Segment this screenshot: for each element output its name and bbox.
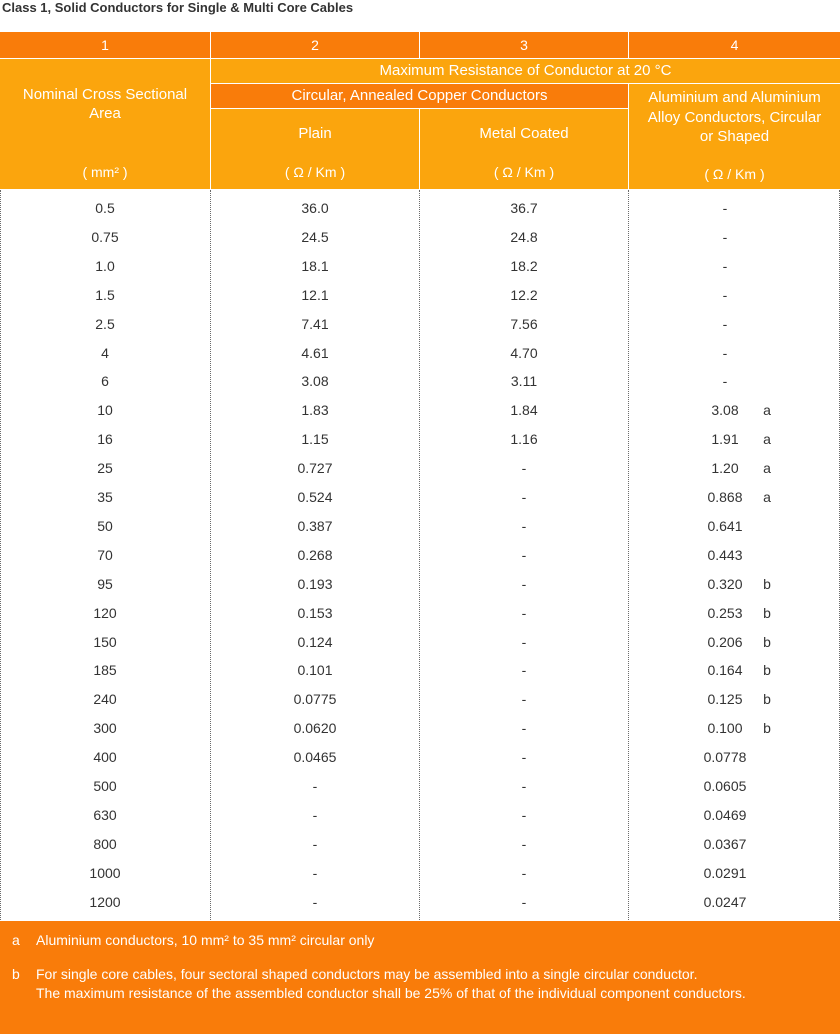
cell-plain: 1.15 [301,431,329,448]
table-row [0,229,840,258]
table-row [0,373,840,402]
header-max-resistance: Maximum Resistance of Conductor at 20 °C [211,59,840,83]
footnote-b-key: b [12,966,20,982]
cell-metal-coated: 3.11 [510,373,538,390]
cell-plain: 0.268 [297,546,333,563]
cell-plain: 4.61 [301,344,329,361]
table-row [0,547,840,576]
cell-metal-coated: - [521,749,527,766]
cell-plain: 1.83 [301,402,329,419]
cell-aluminium: - [722,228,728,245]
aluminium-label: Aluminium and Aluminium Alloy Conductors, Circular or Shaped [647,89,822,145]
table-row [0,316,840,345]
cell-aluminium: 0.0778 [703,749,747,766]
cell-plain: 12.1 [301,286,329,303]
table-row [0,778,840,807]
cell-area: 6 [101,373,109,390]
table-row [0,865,840,894]
cell-plain: 0.524 [297,489,333,505]
cell-area: 1200 [89,893,121,910]
cell-metal-coated: - [521,546,527,563]
cell-plain: 0.0775 [293,691,337,708]
cell-metal-coated: 1.16 [510,431,538,448]
cell-plain: 0.0620 [293,720,337,737]
table-row [0,691,840,720]
cell-aluminium: 0.868 [707,489,743,505]
cell-plain: - [312,893,318,910]
metal-coated-unit: ( Ω / Km ) [493,164,555,180]
cell-area: 16 [97,431,113,448]
cell-note: b [763,720,771,737]
aluminium-unit: ( Ω / Km ) [704,166,765,182]
plain-unit: ( Ω / Km ) [284,164,346,180]
cell-aluminium: 1.20 [711,460,739,477]
cell-metal-coated: - [521,575,527,592]
cell-aluminium: - [722,286,728,303]
cell-area: 1.5 [95,286,115,303]
cell-metal-coated: - [521,778,527,794]
col-number-3: 3 [420,32,628,58]
cell-note: b [763,604,771,621]
cell-note: a [763,460,771,477]
table-row [0,605,840,634]
header-plain [211,109,419,189]
footnote-a-key: a [12,932,20,948]
table-row [0,749,840,778]
cell-aluminium: 0.0605 [703,778,747,794]
plain-label: Plain [298,125,332,142]
cell-note: b [763,575,771,592]
cell-area: 240 [93,691,117,708]
col-number-1: 1 [0,32,210,58]
cell-aluminium: 3.08 [711,402,739,419]
cell-note: a [763,431,771,448]
cell-area: 150 [93,633,117,650]
cell-plain: - [312,835,318,852]
table-row [0,518,840,547]
cell-area: 800 [93,835,117,852]
cell-area: 0.75 [91,228,119,245]
cell-metal-coated: - [521,604,527,621]
table-row [0,200,840,229]
cell-metal-coated: - [521,864,527,881]
cell-aluminium: 0.0291 [703,864,747,881]
cell-area: 70 [97,546,113,563]
cell-aluminium: 0.0469 [703,806,747,823]
cell-plain: 0.193 [297,575,333,592]
cell-aluminium: 0.125 [707,691,743,708]
cell-metal-coated: 7.56 [510,315,538,332]
cell-metal-coated: - [521,835,527,852]
table-row [0,836,840,865]
cell-area: 1000 [89,864,121,881]
cell-aluminium: - [722,373,728,390]
table-row [0,576,840,605]
cell-area: 10 [97,402,113,419]
table-row [0,634,840,663]
cell-aluminium: - [722,344,728,361]
table-row [0,807,840,836]
table-row [0,662,840,691]
cell-metal-coated: - [521,893,527,910]
col-number-4: 4 [629,32,840,58]
cell-metal-coated: - [521,662,527,679]
metal-coated-label: Metal Coated [479,125,569,142]
table-row [0,345,840,374]
cell-metal-coated: 36.7 [510,200,538,216]
footnote-b-line-1: For single core cables, four sectoral shaped conductors may be assembled into a single circular conductor. [36,966,698,982]
cell-area: 400 [93,749,117,766]
cell-aluminium: 0.641 [707,517,743,534]
header-copper-group: Circular, Annealed Copper Conductors [211,84,628,108]
cell-plain: 0.387 [297,517,333,534]
cell-plain: 24.5 [301,228,329,245]
cell-note: a [763,489,771,505]
cell-area: 300 [93,720,117,737]
cell-area: 630 [93,806,117,823]
header-metal-coated [420,109,628,189]
cell-metal-coated: - [521,517,527,534]
table-row [0,489,840,518]
cell-area: 50 [97,517,113,534]
cell-note: a [763,402,771,419]
cell-aluminium: 0.0247 [703,893,747,910]
table-row [0,287,840,316]
cell-metal-coated: - [521,633,527,650]
cell-area: 25 [97,460,113,477]
cell-plain: 7.41 [301,315,329,332]
footnote-a-text: Aluminium conductors, 10 mm² to 35 mm² circular only [36,932,375,948]
footnotes [0,921,840,1034]
table-row [0,431,840,460]
cell-aluminium: - [722,315,728,332]
cell-metal-coated: 1.84 [510,402,538,419]
cell-plain: 0.0465 [293,749,337,766]
cell-area: 1.0 [95,257,115,274]
cell-area: 0.5 [95,200,115,216]
nominal-area-label: Nominal Cross Sectional Area [22,86,188,122]
cell-area: 4 [101,344,109,361]
cell-aluminium: 0.320 [707,575,743,592]
cell-note: b [763,662,771,679]
cell-aluminium: - [722,257,728,274]
cell-aluminium: 0.164 [707,662,743,679]
nominal-area-unit: ( mm² ) [82,164,128,180]
cell-area: 500 [93,778,117,794]
cell-metal-coated: - [521,489,527,505]
cell-metal-coated: - [521,806,527,823]
cell-plain: - [312,778,318,794]
cell-aluminium: 0.443 [707,546,743,563]
cell-plain: 0.101 [297,662,333,679]
cell-area: 35 [97,489,113,505]
cell-metal-coated: 24.8 [510,228,538,245]
footnote-b-line-2: The maximum resistance of the assembled conductor shall be 25% of that of the individual component conductors. [36,985,746,1001]
table-title: Class 1, Solid Conductors for Single & Multi Core Cables [2,0,354,15]
cell-area: 2.5 [95,315,115,332]
cell-metal-coated: - [521,691,527,708]
cell-metal-coated: - [521,720,527,737]
cell-area: 120 [93,604,117,621]
table-row [0,894,840,923]
cell-area: 95 [97,575,113,592]
header-aluminium [629,84,840,189]
cell-area: 185 [93,662,117,679]
table-row [0,258,840,287]
cell-plain: 18.1 [301,257,329,274]
cell-aluminium: - [722,200,728,216]
cell-aluminium: 1.91 [711,431,739,448]
table-row [0,460,840,489]
cell-metal-coated: - [521,460,527,477]
cell-plain: 3.08 [301,373,329,390]
cell-metal-coated: 12.2 [510,286,538,303]
table-row [0,720,840,749]
cell-plain: 0.727 [297,460,333,477]
cell-note: b [763,633,771,650]
cell-plain: 36.0 [301,200,329,216]
cell-note: b [763,691,771,708]
cell-plain: - [312,864,318,881]
cell-aluminium: 0.206 [707,633,743,650]
cell-aluminium: 0.0367 [703,835,747,852]
table-row [0,402,840,431]
header-nominal-area [0,59,210,189]
col-number-2: 2 [211,32,419,58]
cell-aluminium: 0.253 [707,604,743,621]
cell-metal-coated: 18.2 [510,257,538,274]
cell-aluminium: 0.100 [707,720,743,737]
cell-metal-coated: 4.70 [510,344,538,361]
cell-plain: - [312,806,318,823]
cell-plain: 0.124 [297,633,333,650]
cell-plain: 0.153 [297,604,333,621]
